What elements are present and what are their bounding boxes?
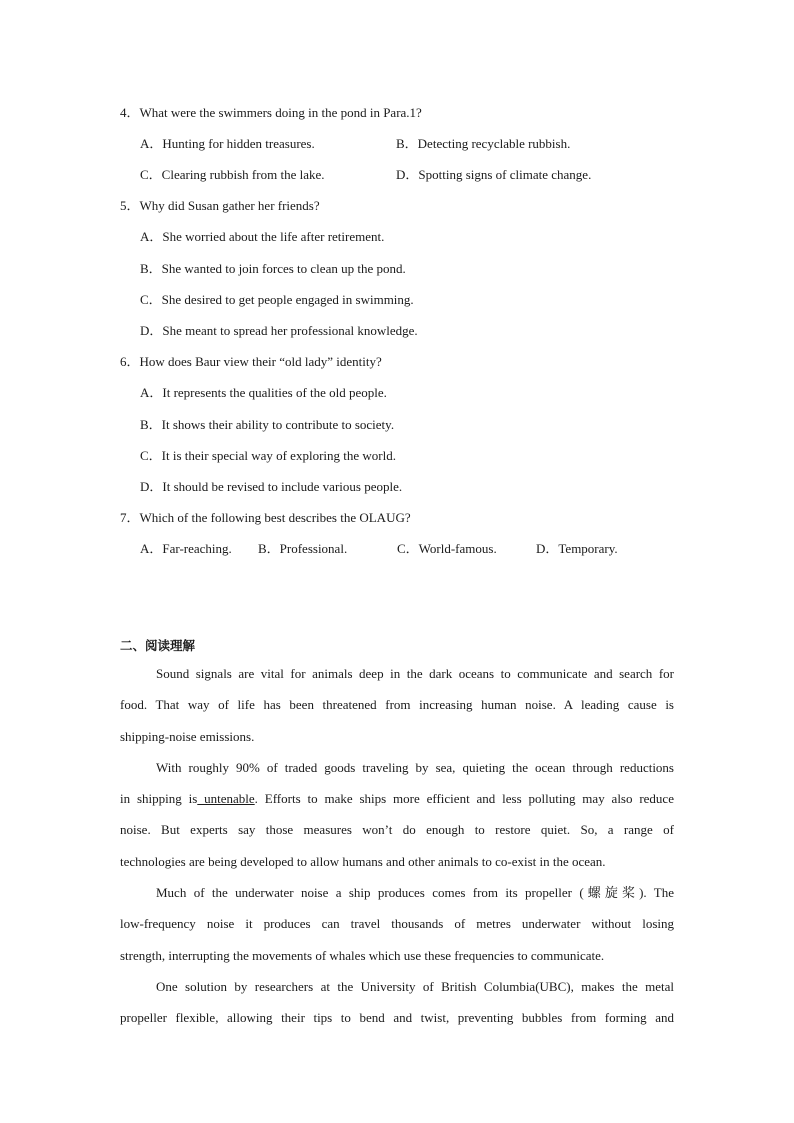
paragraph-2-line-3: noise. But experts say those measures won’t do enough to restore quiet. So, a range of (120, 822, 674, 838)
question-4-stem: 4．What were the swimmers doing in the pond in Para.1? (120, 105, 422, 120)
question-4-option-c: C．Clearing rubbish from the lake. (140, 167, 325, 182)
question-4-option-a: A．Hunting for hidden treasures. (140, 136, 315, 151)
paragraph-1-line-1: Sound signals are vital for animals deep in the dark oceans to communicate and search for (156, 666, 674, 681)
question-7-option-c: C．World-famous. (397, 541, 497, 556)
question-4-option-b: B．Detecting recyclable rubbish. (396, 136, 571, 151)
paragraph-1-line-2: food. That way of life has been threatened from increasing human noise. A leading cause is (120, 697, 674, 713)
paragraph-1-line-3: shipping-noise emissions. (120, 728, 255, 744)
paragraph-4-line-1: One solution by researchers at the University of British Columbia(UBC), makes the metal (156, 978, 674, 994)
question-5-option-a: A．She worried about the life after retirement. (140, 229, 385, 244)
question-6-option-c: C．It is their special way of exploring the world. (140, 448, 396, 463)
paragraph-3 (120, 877, 674, 971)
passage (120, 658, 674, 1034)
question-5-option-c: C．She desired to get people engaged in swimming. (140, 292, 414, 307)
question-6-option-d: D．It should be revised to include various people. (140, 479, 403, 494)
question-5-stem: 5．Why did Susan gather her friends? (120, 198, 320, 213)
question-7-option-d: D．Temporary. (536, 541, 618, 556)
question-5-option-d: D．She meant to spread her professional knowledge. (140, 323, 418, 338)
paragraph-2-line-1: With roughly 90% of traded goods traveling by sea, quieting the ocean through reductions (156, 759, 674, 775)
question-6-stem: 6．How does Baur view their “old lady” identity? (120, 354, 382, 369)
paragraph-2-text-before: in shipping is (120, 791, 198, 807)
section-title: 二、阅读理解 (120, 638, 196, 653)
question-5-option-b: B．She wanted to join forces to clean up the pond. (140, 261, 406, 276)
paragraph-4 (120, 971, 674, 1034)
paragraph-3-line-3: strength, interrupting the movements of whales which use these frequencies to communicate. (120, 947, 605, 963)
paragraph-2-line-4: technologies are being developed to allow humans and other animals to co-exist in the ocean. (120, 853, 606, 869)
question-4-option-d: D．Spotting signs of climate change. (396, 167, 592, 182)
question-6-option-b: B．It shows their ability to contribute to society. (140, 417, 395, 432)
question-7-stem: 7．Which of the following best describes the OLAUG? (120, 510, 411, 525)
paragraph-2-text-after: . Efforts to make ships more efficient and less polluting may also reduce (254, 791, 674, 807)
paragraph-3-line-1: Much of the underwater noise a ship produces comes from its propeller (螺旋桨). The (156, 885, 674, 901)
paragraph-1 (120, 658, 674, 752)
question-6-option-a: A．It represents the qualities of the old people. (140, 385, 387, 400)
question-7-option-a: A．Far-reaching. (140, 541, 232, 556)
paragraph-2-line-2 (120, 783, 674, 814)
paragraph-2 (120, 752, 674, 877)
paragraph-3-line-2: low-frequency noise it produces can travel thousands of metres underwater without losing (120, 916, 674, 932)
question-7-option-b: B．Professional. (258, 541, 348, 556)
underlined-word: untenable (197, 791, 255, 807)
paragraph-4-line-2: propeller flexible, allowing their tips to bend and twist, preventing bubbles from forming and (120, 1010, 674, 1026)
